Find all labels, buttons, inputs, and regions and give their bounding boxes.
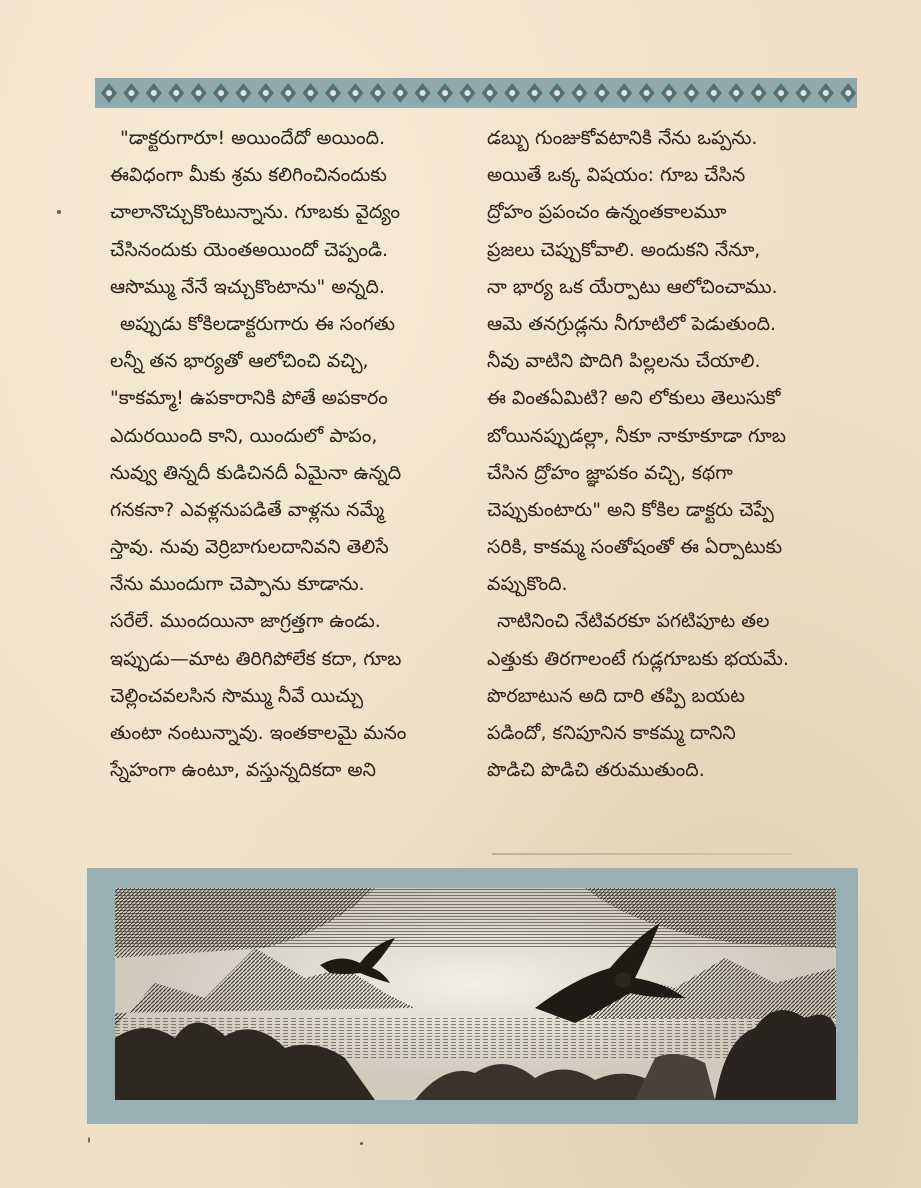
border-dot	[733, 90, 739, 96]
text-line: ద్రోహం ప్రపంచం ఉన్నంతకాలమూ	[487, 201, 727, 224]
border-dot	[420, 90, 426, 96]
border-dot	[173, 90, 179, 96]
border-dot	[128, 90, 134, 96]
border-dot	[397, 90, 403, 96]
border-dot	[442, 90, 448, 96]
text-line: సరేలే. ముందయినా జాగ్రత్తగా ఉండు.	[110, 610, 381, 633]
landscape-icon	[115, 888, 836, 1100]
text-line: ఆమె తనగ్రుడ్లను నీగూటిలో పెడుతుంది.	[487, 312, 777, 335]
text-line: బోయినప్పుడల్లా, నీకూ నాకూకూడా గూబ	[487, 424, 787, 447]
border-dot	[509, 90, 515, 96]
text-line: పొరబాటున అది దారి తప్పి బయట	[487, 684, 745, 707]
text-line: చాలానొచ్చుకొంటున్నాను. గూబకు వైద్యం	[110, 201, 401, 224]
text-line: అప్పుడు కోకిలడాక్టరుగారు ఈ సంగతు	[120, 312, 396, 335]
left-text-column	[110, 120, 480, 789]
border-dot	[532, 90, 538, 96]
border-dot	[845, 90, 851, 96]
paper-speck	[57, 210, 61, 214]
paper-speck	[360, 1142, 363, 1145]
text-line: పడిందో, కనిపూనిన కాకమ్మ దానిని	[487, 722, 736, 744]
border-dot	[644, 90, 650, 96]
text-line: ఈవిధంగా మీకు శ్రమ కలిగించినందుకు	[110, 164, 387, 187]
text-line: అయితే ఒక్క విషయం: గూబ చేసిన	[487, 164, 746, 187]
text-line: ఈ వింతఏమిటి? అని లోకులు తెలుసుకో	[487, 387, 781, 410]
text-line: ప్రజలు చెప్పుకోవాలి. అందుకని నేనూ,	[487, 238, 761, 261]
text-line: లన్నీ తన భార్యతో ఆలోచించి వచ్చి,	[110, 350, 369, 373]
text-line: పొడిచి పొడిచి తరుముతుంది.	[487, 759, 705, 782]
border-dot	[688, 90, 694, 96]
paper-speck	[88, 1137, 90, 1143]
text-line: నా భార్య ఒక యేర్పాటు ఆలోచించాము.	[487, 275, 778, 298]
text-line: ఇప్పుడు—మాట తిరిగిపోలేక కదా, గూబ	[110, 647, 402, 670]
landscape-illustration	[115, 888, 836, 1100]
text-line: ఎత్తుకు తిరగాలంటే గుడ్లగూబకు భయమే.	[487, 647, 789, 670]
border-dot	[196, 90, 202, 96]
border-dot	[308, 90, 314, 96]
border-dot	[240, 90, 246, 96]
border-dot	[756, 90, 762, 96]
text-line: తుంటా నంటున్నావు. ఇంతకాలమై మనం	[110, 722, 407, 744]
border-dot	[621, 90, 627, 96]
text-line: స్నేహంగా ఉంటూ, వస్తున్నదికదా అని	[110, 759, 376, 782]
border-dot	[151, 90, 157, 96]
text-line: స్తావు. నువు వెర్రిబాగులదానివని తెలిసే	[110, 536, 389, 559]
text-line: చెల్లించవలసిన సొమ్ము నీవే యిచ్చు	[110, 684, 364, 707]
text-line: "కాకమ్మా! ఉపకారానికి పోతే అపకారం	[110, 387, 388, 410]
border-dot	[263, 90, 269, 96]
text-line: ఎదురయింది కాని, యిందులో పాపం,	[110, 424, 378, 447]
border-pattern-icon	[95, 78, 857, 108]
text-line: నువ్వు తిన్నదీ కుడిచినదీ ఏమైనా ఉన్నది	[110, 461, 402, 484]
text-line: చేసినందుకు యెంతఅయిందో చెప్పండి.	[110, 238, 389, 261]
text-line: ఆసొమ్ము నేనే ఇచ్చుకొంటాను" అన్నది.	[110, 275, 385, 298]
border-dot	[330, 90, 336, 96]
text-line: వప్పుకొంది.	[487, 573, 568, 596]
text-line: నాటినించి నేటివరకూ పగటిపూట తల	[497, 610, 770, 633]
text-line: గనకనా? ఎవళ్లనుపడితే వాళ్లను నమ్మే	[110, 498, 385, 521]
border-dot	[800, 90, 806, 96]
border-dot	[487, 90, 493, 96]
border-dot	[666, 90, 672, 96]
border-dot	[464, 90, 470, 96]
text-line: సరికి, కాకమ్మ సంతోషంతో ఈ ఏర్పాటుకు	[487, 536, 783, 559]
text-line: నేను ముందుగా చెప్పాను కూడాను.	[110, 573, 365, 596]
border-dot	[375, 90, 381, 96]
text-line: డబ్బు గుంజుకోవటానికి నేను ఒప్పను.	[487, 127, 758, 149]
border-dot	[106, 90, 112, 96]
border-dot	[576, 90, 582, 96]
border-dot	[823, 90, 829, 96]
text-line: "డాక్టరుగారూ! అయిందేదో అయింది.	[120, 127, 386, 149]
end-rule	[492, 853, 792, 855]
border-dot	[352, 90, 358, 96]
border-dot	[599, 90, 605, 96]
right-text-column	[487, 120, 857, 789]
text-line: చెప్పుకుంటారు" అని కోకిల డాక్టరు చెప్పే	[487, 498, 774, 521]
border-dot	[218, 90, 224, 96]
text-line: నీవు వాటిని పొదిగి పిల్లలను చేయాలి.	[487, 350, 761, 373]
text-line: చేసిన ద్రోహం జ్ఞాపకం వచ్చి, కథగా	[487, 461, 733, 484]
border-dot	[285, 90, 291, 96]
decorative-border-band	[95, 78, 857, 108]
border-dot	[778, 90, 784, 96]
border-dot	[711, 90, 717, 96]
border-dot	[554, 90, 560, 96]
